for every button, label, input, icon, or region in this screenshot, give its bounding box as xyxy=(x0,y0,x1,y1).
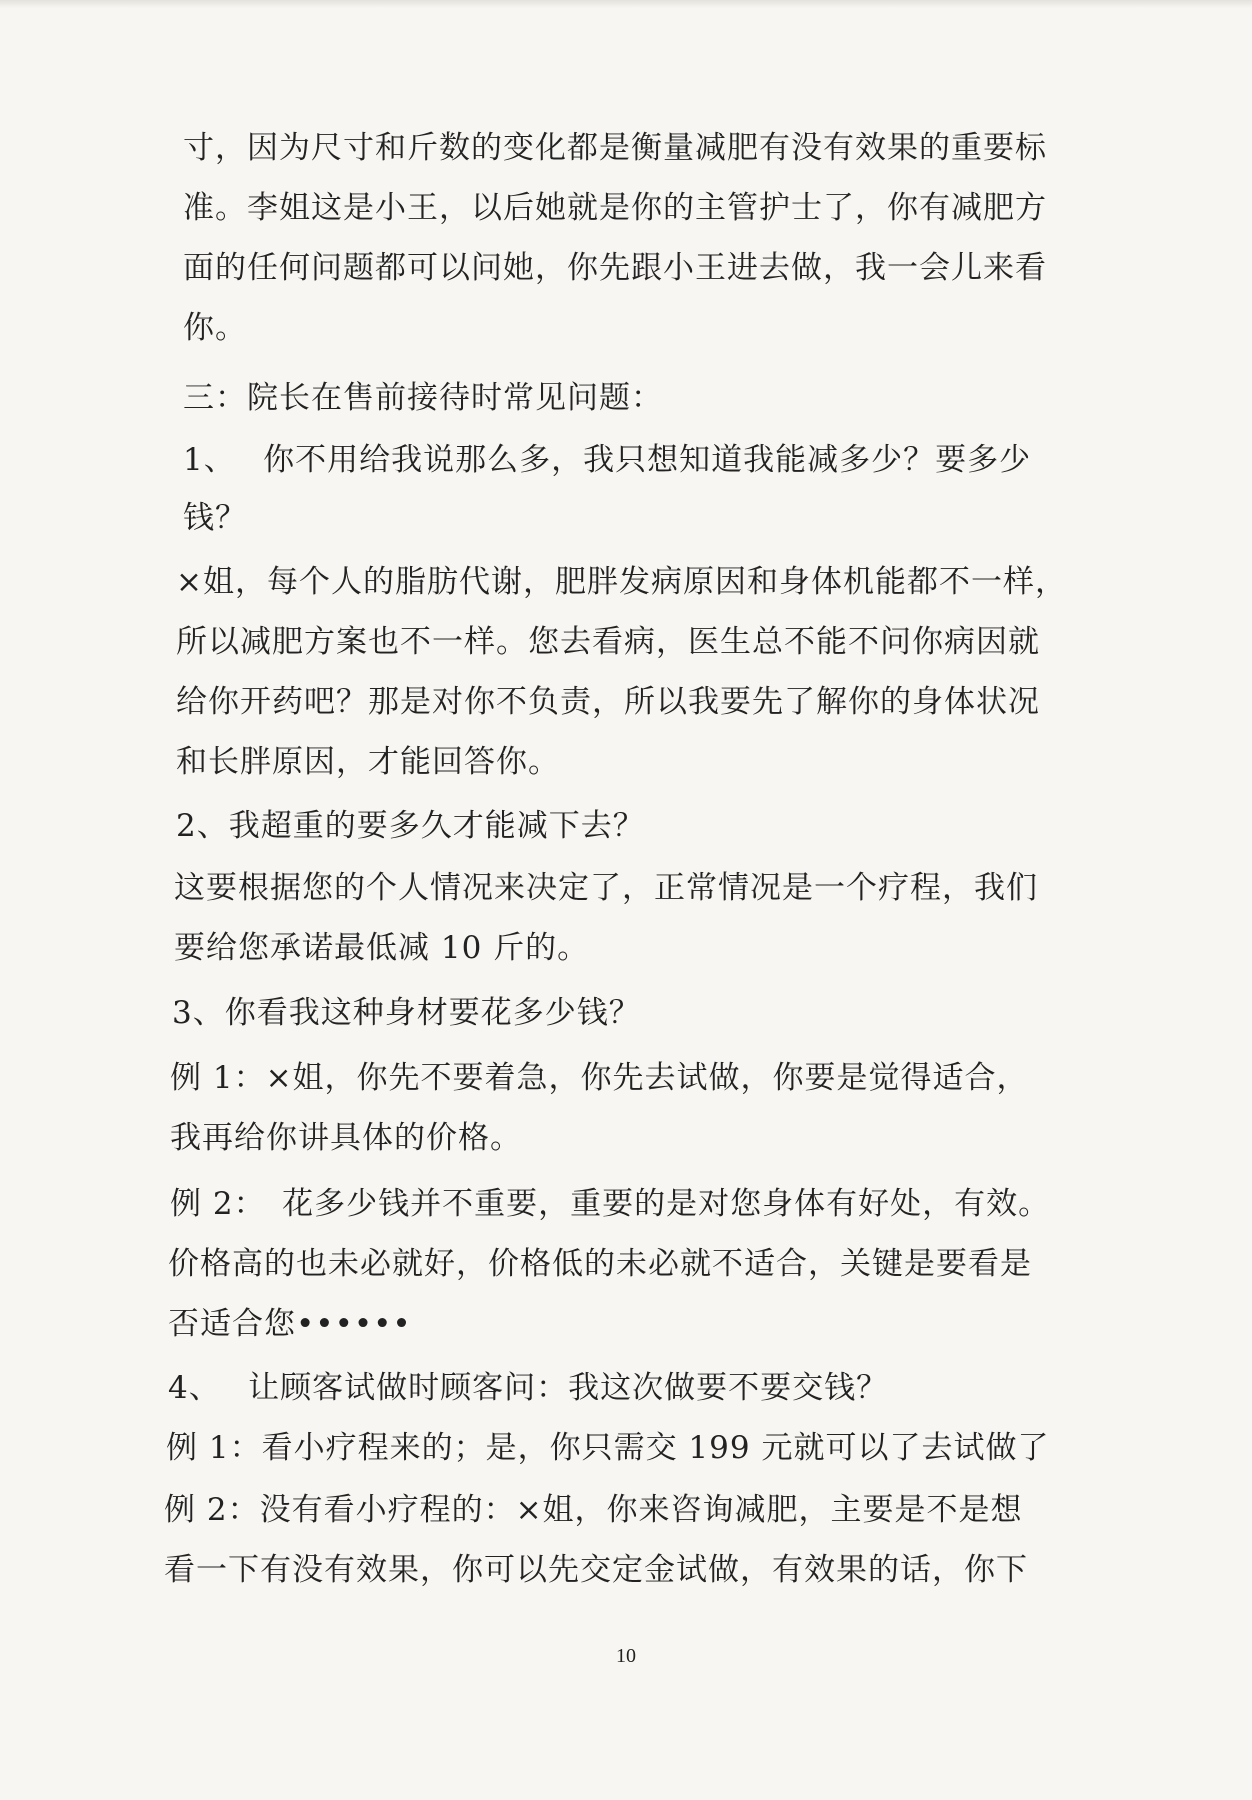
question-2: 2、我超重的要多久才能减下去？ xyxy=(176,808,645,844)
text-line: 给你开药吧？那是对你不负责，所以我要先了解你的身体状况 xyxy=(176,684,1040,720)
text-line: ×姐，每个人的脂肪代谢，肥胖发病原因和身体机能都不一样， xyxy=(176,564,1067,600)
section-heading: 三：院长在售前接待时常见问题： xyxy=(183,380,663,416)
text-line: 和长胖原因，才能回答你。 xyxy=(176,744,560,780)
example-line: 例 2：没有看小疗程的：×姐，你来咨询减肥，主要是不是想 xyxy=(164,1492,1023,1528)
text-line: 否适合您•••••• xyxy=(168,1306,412,1342)
text-line: 你。 xyxy=(183,310,247,346)
page-number: 10 xyxy=(616,1645,636,1667)
example-line: 例 2： 花多少钱并不重要，重要的是对您身体有好处，有效。 xyxy=(170,1186,1051,1222)
text-line: 面的任何问题都可以问她，你先跟小王进去做，我一会儿来看 xyxy=(183,250,1047,286)
example-line: 例 1：看小疗程来的；是，你只需交 199 元就可以了去试做了 xyxy=(166,1430,1050,1466)
question-3: 3、你看我这种身材要花多少钱？ xyxy=(172,995,641,1031)
text-line: 这要根据您的个人情况来决定了，正常情况是一个疗程，我们 xyxy=(174,870,1038,906)
text-line: 价格高的也未必就好，价格低的未必就不适合，关键是要看是 xyxy=(168,1246,1032,1282)
text-line: 准。李姐这是小王，以后她就是你的主管护士了，你有减肥方 xyxy=(183,190,1047,226)
question-1: 1、 你不用给我说那么多，我只想知道我能减多少？要多少 xyxy=(183,442,1032,478)
text-line: 寸，因为尺寸和斤数的变化都是衡量减肥有没有效果的重要标 xyxy=(183,130,1047,166)
text-line: 所以减肥方案也不一样。您去看病，医生总不能不问你病因就 xyxy=(176,624,1040,660)
text-line: 钱？ xyxy=(183,500,247,536)
text-line: 我再给你讲具体的价格。 xyxy=(170,1120,522,1156)
text-line: 看一下有没有效果，你可以先交定金试做，有效果的话，你下 xyxy=(164,1552,1028,1588)
text-line: 要给您承诺最低减 10 斤的。 xyxy=(174,930,590,966)
question-4: 4、 让顾客试做时顾客问：我这次做要不要交钱？ xyxy=(168,1370,889,1406)
example-line: 例 1：×姐，你先不要着急，你先去试做，你要是觉得适合， xyxy=(170,1060,1029,1096)
scan-edge xyxy=(0,0,1252,8)
